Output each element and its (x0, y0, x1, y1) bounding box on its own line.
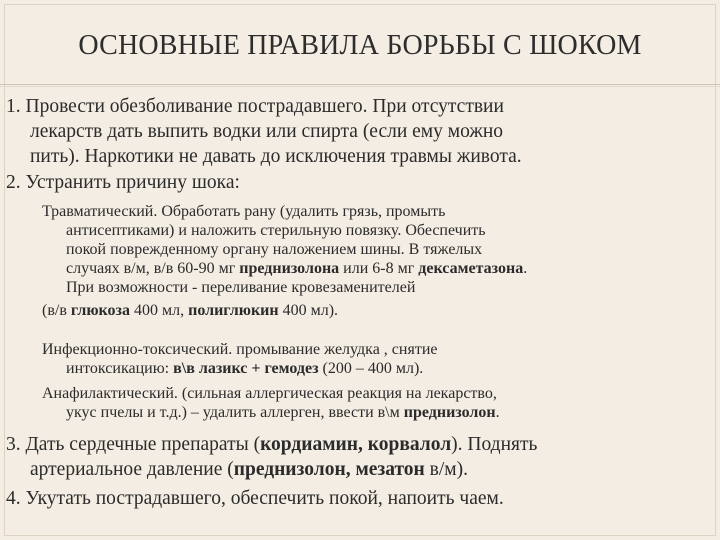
infectious-line-1: Инфекционно-токсический. промывание желудка , снятие (42, 341, 438, 358)
traumatic-line-6: (в/в глюкоза 400 мл, полиглюкин 400 мл). (42, 302, 339, 319)
traumatic-line-1: Травматический. Обработать рану (удалить грязь, промыть (42, 203, 446, 220)
list-item-1-line-1: 1. Провести обезболивание пострадавшего. При отсутствии (6, 96, 504, 117)
drug-cordiamin-corvalol: кордиамин, корвалол (260, 434, 452, 455)
slide-title: ОСНОВНЫЕ ПРАВИЛА БОРЬБЫ С ШОКОМ (78, 30, 642, 61)
traumatic-line-5: При возможности - переливание кровезаменителей (66, 279, 416, 296)
list-item-4-line-1: 4. Укутать пострадавшего, обеспечить покой, напоить чаем. (6, 488, 504, 509)
infectious-line-2: интоксикацию: в\в лазикс + гемодез (200 – 400 мл). (66, 360, 424, 377)
list-item-3-line-1: 3. Дать сердечные препараты (кордиамин, корвалол). Поднять (6, 434, 538, 455)
traumatic-line-4: случаях в/м, в/в 60-90 мг преднизолона или 6-8 мг дексаметазона. (66, 260, 528, 277)
anaphylactic-line-2: укус пчелы и т.д.) – удалить аллерген, ввести в\м преднизолон. (66, 404, 500, 421)
list-item-2 (6, 170, 706, 195)
drug-prednisolone-2: преднизолон (403, 404, 496, 421)
list-item-1 (6, 94, 706, 169)
sub-item-infectious-toxic (42, 340, 702, 378)
traumatic-line-3: покой поврежденному органу наложением шины. В тяжелых (66, 241, 483, 258)
list-item-3 (6, 432, 706, 482)
title-divider (0, 84, 720, 85)
anaphylactic-line-1: Анафилактический. (сильная аллергическая реакция на лекарство, (42, 385, 497, 402)
sub-item-traumatic (42, 202, 702, 320)
list-item-1-line-2: лекарств дать выпить водки или спирта (если ему можно (30, 121, 504, 142)
list-item-3-line-2: артериальное давление (преднизолон, мезатон в/м). (30, 459, 468, 480)
drug-prednisolone: преднизолона (239, 260, 340, 277)
drug-prednisolone-mezaton: преднизолон, мезатон (233, 459, 425, 480)
list-item-4 (6, 486, 706, 511)
drug-polyglukin: полиглюкин (188, 302, 279, 319)
sub-item-anaphylactic (42, 384, 702, 422)
list-item-1-line-3: пить). Наркотики не давать до исключения травмы живота. (30, 146, 522, 167)
list-item-2-line-1: 2. Устранить причину шока: (6, 172, 240, 193)
drug-lasix-hemodez: в\в лазикс + гемодез (173, 360, 319, 377)
drug-dexamethasone: дексаметазона (418, 260, 524, 277)
title-divider-shadow (0, 86, 720, 87)
drug-glucose: глюкоза (70, 302, 130, 319)
traumatic-line-2: антисептиками) и наложить стерильную повязку. Обеспечить (66, 222, 486, 239)
